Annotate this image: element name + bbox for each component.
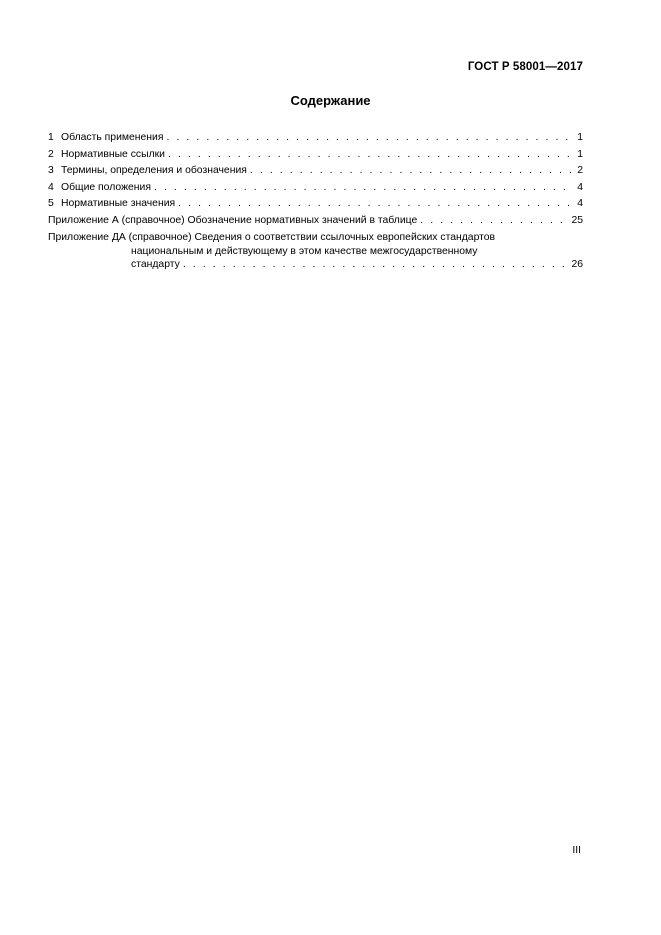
toc-entry-title-line-1: Приложение ДА (справочное) Сведения о соответствии ссылочных европейских стандартов bbox=[48, 232, 496, 243]
toc-leader-dots bbox=[178, 196, 572, 213]
toc-entry-title-line-2: национальным и действующему в этом качестве межгосударственному bbox=[131, 245, 478, 257]
toc-title: Содержание bbox=[290, 93, 371, 108]
toc-entry-4[interactable] bbox=[48, 180, 583, 197]
toc-entry-number: 1 bbox=[48, 132, 54, 143]
toc-entry-3[interactable] bbox=[48, 163, 583, 180]
toc-entry-page: 1 bbox=[577, 132, 583, 143]
toc-entry-5[interactable] bbox=[48, 196, 583, 213]
table-of-contents bbox=[48, 130, 583, 272]
toc-entry-title: Нормативные ссылки bbox=[61, 148, 165, 160]
toc-leader-dots bbox=[166, 130, 572, 147]
toc-entry-title: Приложение А (справочное) Обозначение нормативных значений в таблице bbox=[48, 214, 418, 226]
toc-entry-page: 25 bbox=[571, 214, 583, 226]
toc-entry-appendix-da[interactable] bbox=[48, 231, 583, 272]
toc-entry-title: Область применения bbox=[61, 132, 164, 143]
toc-leader-dots bbox=[183, 258, 569, 272]
page-number: III bbox=[572, 845, 581, 856]
toc-entry-page: 1 bbox=[577, 148, 583, 160]
toc-entry-number: 4 bbox=[48, 181, 54, 193]
toc-entry-title-line-3: стандарту bbox=[131, 259, 180, 270]
toc-entry-title: Термины, определения и обозначения bbox=[61, 165, 247, 176]
toc-entry-title: Общие положения bbox=[61, 181, 151, 193]
toc-entry-page: 26 bbox=[571, 259, 583, 270]
toc-entry-appendix-a[interactable] bbox=[48, 213, 583, 230]
toc-entry-number: 3 bbox=[48, 165, 54, 176]
toc-leader-dots bbox=[154, 180, 572, 197]
toc-leader-dots bbox=[250, 163, 572, 180]
toc-entry-1[interactable] bbox=[48, 130, 583, 147]
toc-leader-dots bbox=[420, 213, 568, 230]
toc-entry-2[interactable] bbox=[48, 147, 583, 164]
toc-entry-number: 5 bbox=[48, 198, 54, 209]
toc-entry-number: 2 bbox=[48, 148, 54, 160]
toc-leader-dots bbox=[168, 147, 572, 164]
toc-entry-title: Нормативные значения bbox=[61, 198, 176, 209]
toc-entry-page: 2 bbox=[577, 165, 583, 176]
document-code: ГОСТ Р 58001—2017 bbox=[467, 61, 583, 73]
toc-entry-page: 4 bbox=[577, 198, 583, 209]
toc-entry-page: 4 bbox=[577, 181, 583, 193]
